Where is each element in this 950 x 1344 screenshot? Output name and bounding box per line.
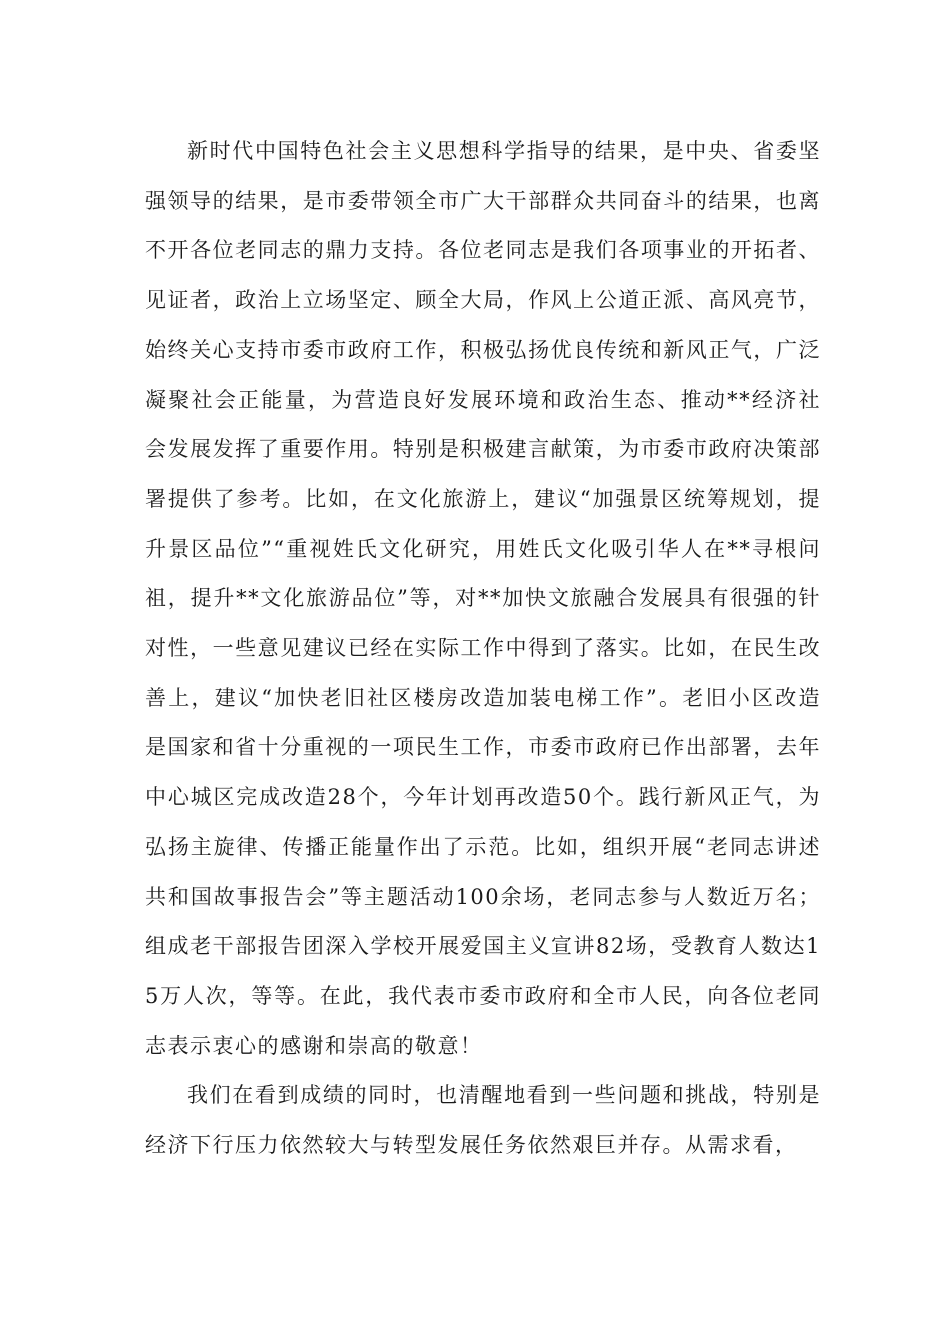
document-body bbox=[145, 127, 821, 1171]
paragraph-achievements: 新时代中国特色社会主义思想科学指导的结果，是中央、省委坚强领导的结果，是市委带领全市广大干部群众共同奋斗的结果，也离不开各位老同志的鼎力支持。各位老同志是我们各项事业的开拓者、见证者，政治上立场坚定、顾全大局，作风上公道正派、高风亮节，始终关心支持市委市政府工作，积极弘扬优良传统和新风正气，广泛凝聚社会正能量，为营造良好发展环境和政治生态、推动**经济社会发展发挥了重要作用。特别是积极建言献策，为市委市政府决策部署提供了参考。比如，在文化旅游上，建议“加强景区统筹规划，提升景区品位”“重视姓氏文化研究，用姓氏文化吸引华人在**寻根问祖，提升**文化旅游品位”等，对**加快文旅融合发展具有很强的针对性，一些意见建议已经在实际工作中得到了落实。比如，在民生改善上，建议“加快老旧社区楼房改造加装电梯工作”。老旧小区改造是国家和省十分重视的一项民生工作，市委市政府已作出部署，去年中心城区完成改造28个，今年计划再改造50个。践行新风正气，为弘扬主旋律、传播正能量作出了示范。比如，组织开展“老同志讲述共和国故事报告会”等主题活动100余场，老同志参与人数近万名；组成老干部报告团深入学校开展爱国主义宣讲82场，受教育人数达15万人次，等等。在此，我代表市委市政府和全市人民，向各位老同志表示衷心的感谢和崇高的敬意！ bbox=[145, 139, 821, 1058]
paragraph-challenges: 我们在看到成绩的同时，也清醒地看到一些问题和挑战，特别是经济下行压力依然较大与转型发展任务依然艰巨并存。从需求看， bbox=[145, 1083, 821, 1158]
